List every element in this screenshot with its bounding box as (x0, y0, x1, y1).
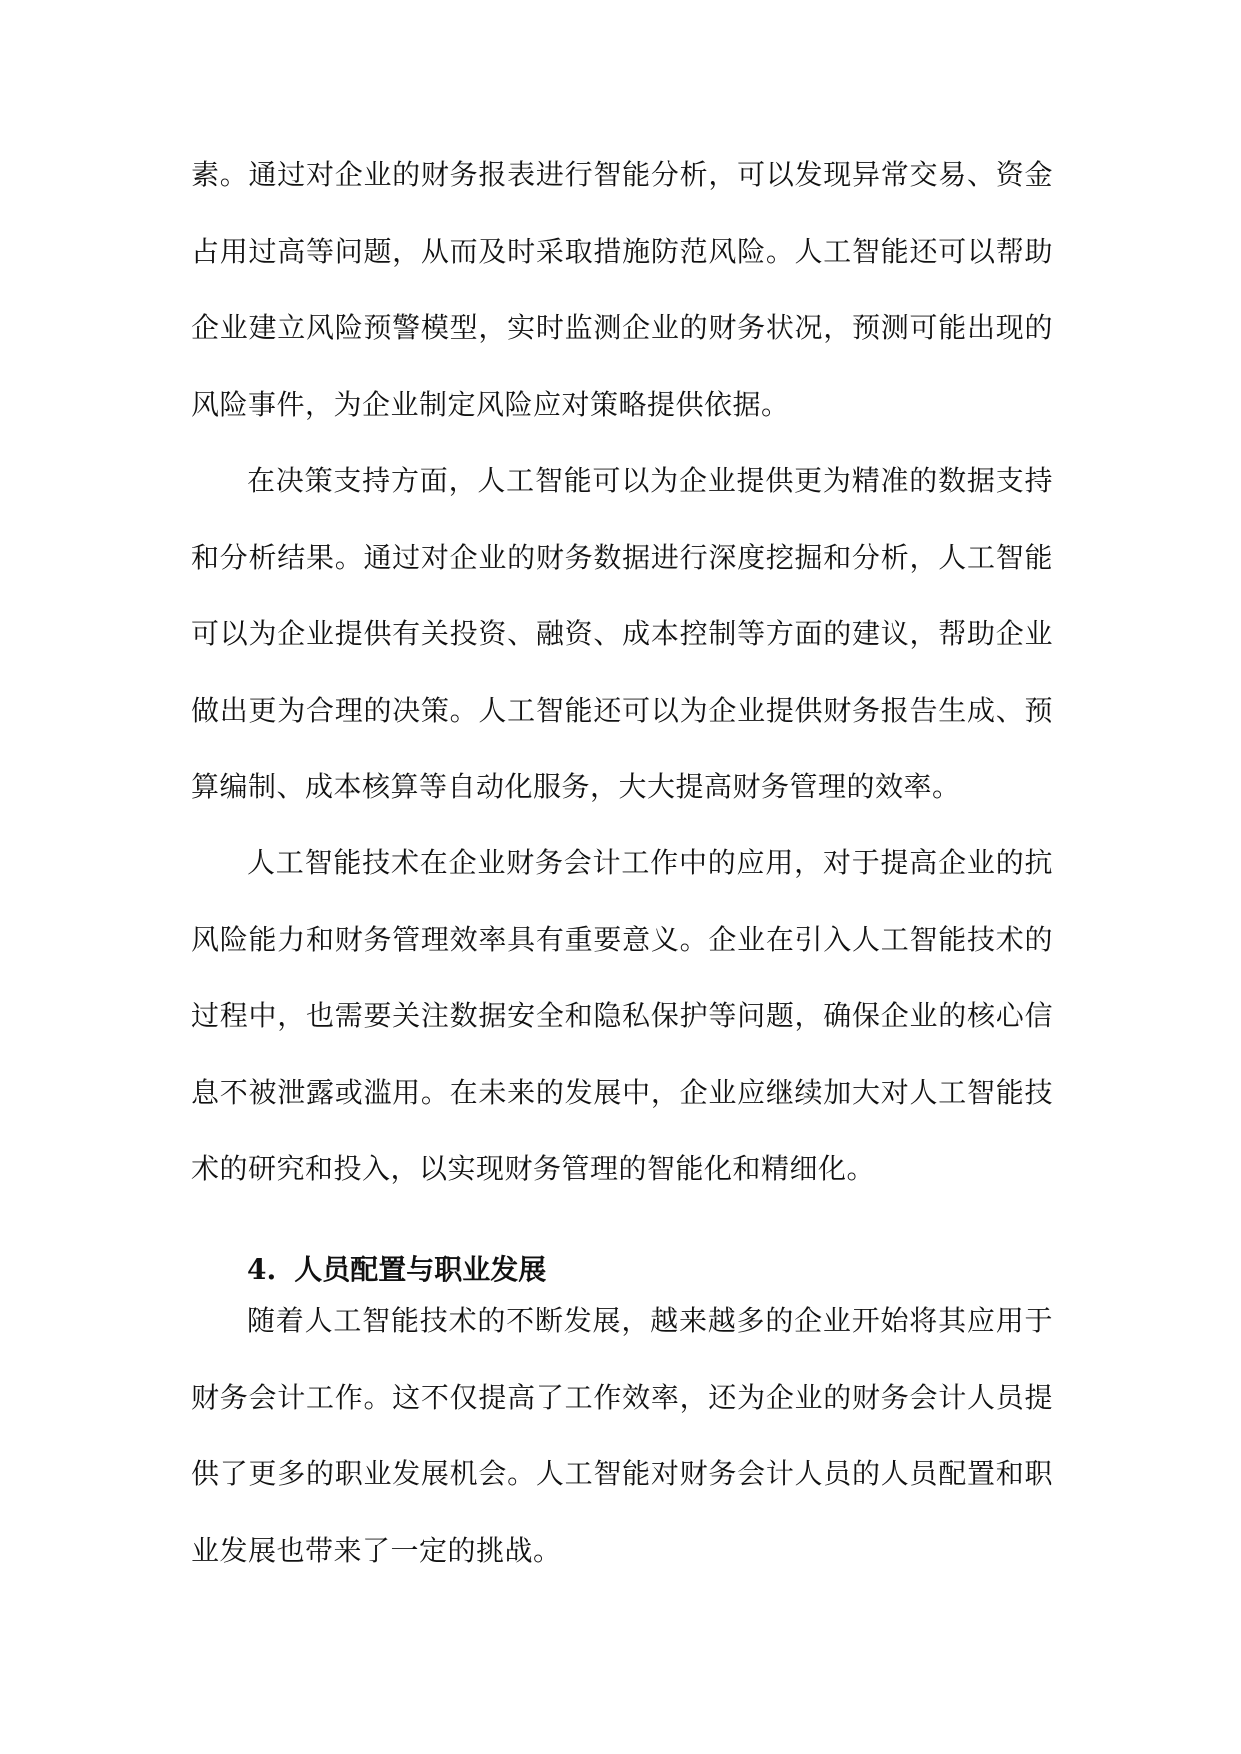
paragraph-decision-support: 在决策支持方面，人工智能可以为企业提供更为精准的数据支持和分析结果。通过对企业的财务数据进行深度挖掘和分析，人工智能可以为企业提供有关投资、融资、成本控制等方面的建议，帮助企业做出更为合理的决策。人工智能还可以为企业提供财务报告生成、预算编制、成本核算等自动化服务，大大提高财务管理的效率。 (191, 464, 1053, 803)
paragraph-staffing-career: 随着人工智能技术的不断发展，越来越多的企业开始将其应用于财务会计工作。这不仅提高了工作效率，还为企业的财务会计人员提供了更多的职业发展机会。人工智能对财务会计人员的人员配置和职业发展也带来了一定的挑战。 (191, 1304, 1053, 1567)
section-title: 人员配置与职业发展 (294, 1253, 547, 1286)
section-number: 4. (247, 1253, 277, 1286)
paragraph-risk-prevention: 素。通过对企业的财务报表进行智能分析，可以发现异常交易、资金占用过高等问题，从而及时采取措施防范风险。人工智能还可以帮助企业建立风险预警模型，实时监测企业的财务状况，预测可能出现的风险事件，为企业制定风险应对策略提供依据。 (191, 158, 1053, 421)
paragraph-ai-significance: 人工智能技术在企业财务会计工作中的应用，对于提高企业的抗风险能力和财务管理效率具有重要意义。企业在引入人工智能技术的过程中，也需要关注数据安全和隐私保护等问题，确保企业的核心信息不被泄露或滥用。在未来的发展中，企业应继续加大对人工智能技术的研究和投入，以实现财务管理的智能化和精细化。 (191, 846, 1053, 1185)
